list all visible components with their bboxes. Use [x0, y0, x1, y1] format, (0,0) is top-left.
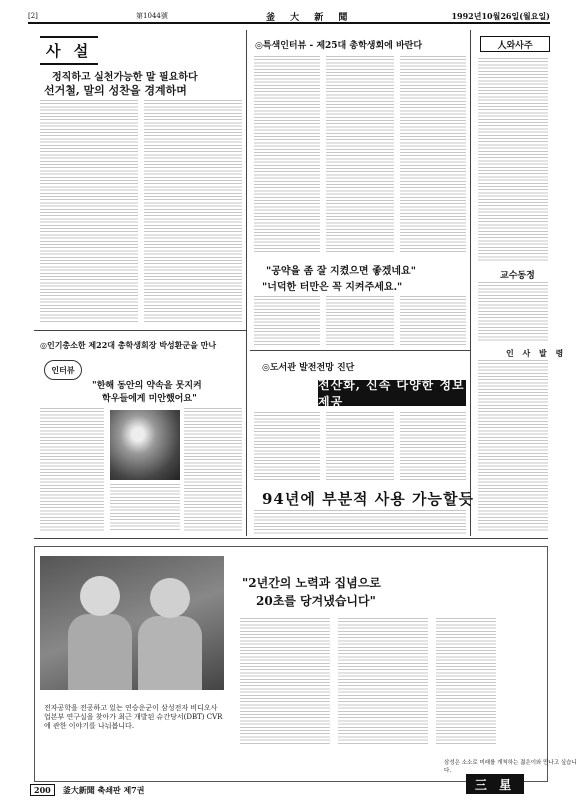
editorial-title: 사 설: [40, 36, 98, 65]
outlook-body-col1: [254, 412, 320, 482]
interview-body-col5: [326, 296, 394, 346]
left-interview-quote: "한해 동안의 약속을 못지켜: [92, 381, 202, 391]
ad-headline: "2년간의 노력과 집념으로: [242, 576, 381, 590]
masthead: [28, 10, 550, 24]
ad-body-col1: [240, 618, 330, 744]
newspaper-title: 釜 大 新 聞: [265, 12, 354, 23]
personnel-body: [478, 360, 548, 532]
outlook-body-col3: [400, 412, 466, 482]
interview-body-col3: [400, 56, 466, 252]
sidebar-tag: 교수동정: [500, 271, 535, 281]
interview-logo: 인터뷰: [44, 360, 82, 380]
left-interview-body-col1: [40, 408, 104, 532]
outlook-body-col2: [326, 412, 394, 482]
sidebar-body: [478, 58, 548, 262]
sidebar-title: 人와사주: [480, 36, 550, 52]
outlook-body-bottom: [254, 510, 466, 534]
footer-title: 釜大新聞 축쇄판 제7권: [62, 784, 145, 795]
ad-body-col2: [338, 618, 428, 744]
left-interview-quote: 학우들에게 미안했어요": [102, 394, 197, 404]
interview-pull-quote: "공약을 좀 잘 지켰으면 좋겠네요": [266, 266, 416, 277]
page-footer: [30, 784, 550, 796]
outlook-headline: 94년에 부분적 사용 가능할듯: [262, 490, 474, 508]
ad-headline: 20초를 당겨냈습니다": [256, 594, 376, 608]
editorial-body-col2: [144, 100, 242, 324]
issue-number: 第1044號: [136, 12, 168, 20]
outlook-banner: 전산화, 신속 다양한 정보제공: [318, 378, 465, 409]
left-interview-body-col3: [184, 408, 242, 532]
section-divider: [34, 330, 246, 331]
footer-page-number: 200: [30, 784, 55, 796]
section-divider: [250, 350, 470, 351]
column-divider: [246, 30, 247, 536]
interview-section-label: ◎특색인터뷰 - 제25대 총학생회에 바란다: [255, 41, 423, 51]
left-interview-body-col2: [110, 484, 180, 532]
interview-pull-quote: "너덕한 터만은 꼭 지켜주세요.": [262, 282, 403, 293]
outlook-section-label: ◎도서관 발전전망 진단: [262, 363, 355, 373]
interview-body-col1: [254, 56, 320, 252]
advertisement-photo: [40, 556, 224, 690]
interview-body-col4: [254, 296, 320, 346]
ad-tagline: 삼성은 소소로 미래를 개척하는 젊은이와 만나고 싶습니다.: [444, 760, 577, 774]
section-divider: [34, 538, 548, 539]
sidebar-body-2: [478, 282, 548, 342]
interview-body-col2: [326, 56, 394, 252]
left-interview-label: ◎인기총소한 제22대 총학생회장 박성환군을 만나: [40, 340, 217, 350]
column-divider: [470, 30, 471, 536]
editorial-body-col1: [40, 100, 138, 324]
editorial-subheadline: 선거철, 말의 성찬을 경계하며: [44, 84, 187, 97]
ad-note: 전자공학을 전공하고 있는 연승운군이 삼성전자 비디오사업본부 연구실을 찾아가 최근 개발된 슈간당서(DBT) CVR 에 관한 이야기를 나눠봅니다.: [44, 704, 223, 730]
samsung-logo: 三 星: [466, 774, 524, 794]
ad-body-col3: [436, 618, 496, 744]
editorial-headline: 정직하고 실천가능한 말 필요하다: [52, 72, 198, 83]
interviewee-photo: [110, 410, 180, 480]
issue-date: 1992년10월26일(월요일): [451, 10, 550, 21]
interview-body-col6: [400, 296, 466, 346]
personnel-heading: 인 사 발 령: [506, 348, 567, 358]
page-number: [2]: [28, 12, 38, 20]
